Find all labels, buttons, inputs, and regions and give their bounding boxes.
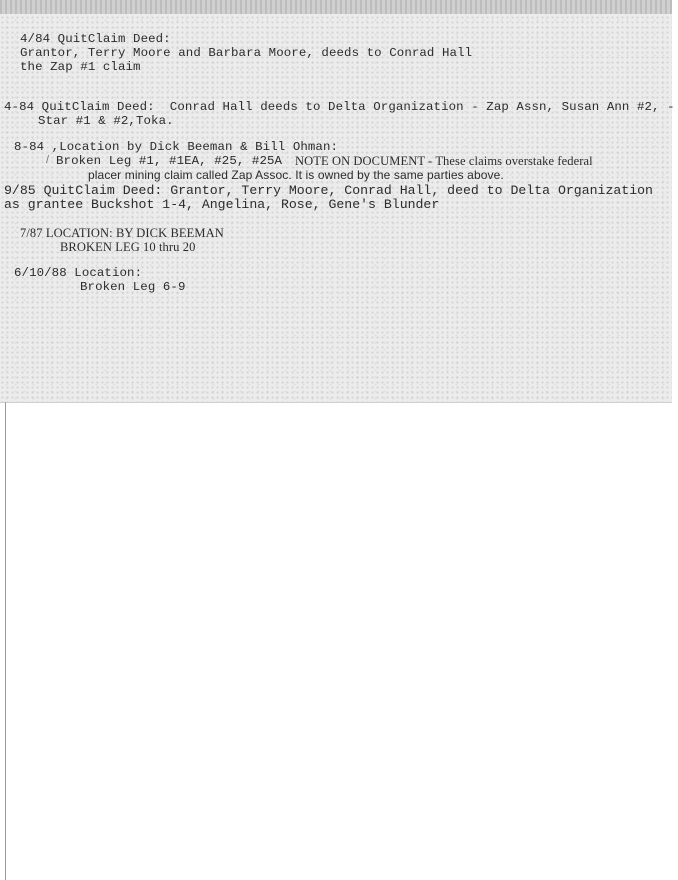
entry-5-claims-line: BROKEN LEG 10 thru 20	[60, 240, 196, 254]
entry-2-heading: 4-84 QuitClaim Deed: Conrad Hall deeds to Delta Organization - Zap Assn, Susan Ann #2, -	[4, 100, 675, 114]
entry-5-heading: 7/87 LOCATION: BY DICK BEEMAN	[20, 226, 224, 240]
entry-6-heading: 6/10/88 Location:	[14, 266, 143, 280]
entry-3-claims-line: Broken Leg #1, #1EA, #25, #25A	[56, 154, 283, 168]
entry-3-heading: 8-84 ,Location by Dick Beeman & Bill Ohman:	[14, 140, 339, 154]
photocopied-record-slip	[0, 0, 675, 403]
entry-1-heading: 4/84 QuitClaim Deed:	[20, 32, 171, 46]
entry-6-claims-line: Broken Leg 6-9	[80, 280, 186, 294]
entry-2-claims-line: Star #1 & #2,Toka.	[38, 114, 174, 128]
entry-3-note-line: NOTE ON DOCUMENT - These claims overstake federal	[295, 154, 593, 168]
entry-3-note-continuation: placer mining claim called Zap Assoc. It is owned by the same parties above.	[88, 168, 504, 182]
page-edge-line	[5, 402, 6, 880]
entry-1-claim-line: the Zap #1 claim	[20, 60, 141, 74]
margin-tick-mark: /	[46, 154, 50, 166]
photocopy-edge-band	[0, 0, 672, 14]
entry-4-grantee-line: as grantee Buckshot 1-4, Angelina, Rose, Gene's Blunder	[4, 197, 440, 212]
entry-4-heading: 9/85 QuitClaim Deed: Grantor, Terry Moore, Conrad Hall, deed to Delta Organization	[4, 183, 653, 198]
entry-1-grantor-line: Grantor, Terry Moore and Barbara Moore, deeds to Conrad Hall	[20, 46, 473, 60]
